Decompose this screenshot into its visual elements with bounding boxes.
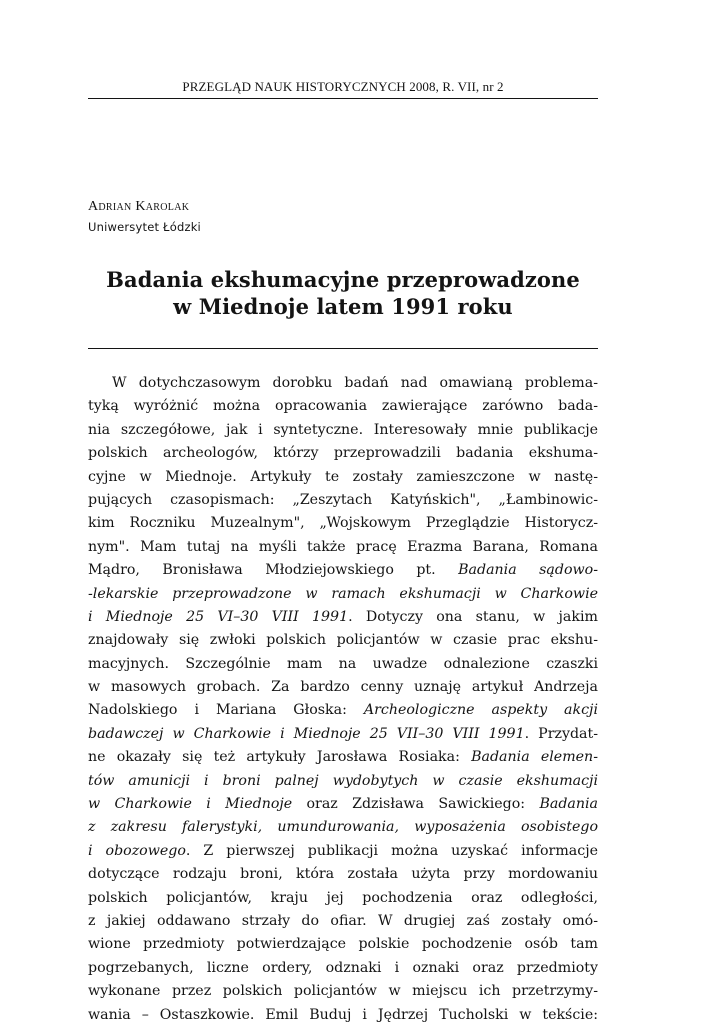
text-span: polskich archeologów, którzy przeprowadzili badania ekshuma- — [88, 445, 598, 462]
text-span: ne okazały się też artykuły Jarosława Rosiaka: — [88, 749, 472, 766]
text-line — [88, 746, 598, 769]
text-line — [88, 489, 598, 512]
text-line — [88, 676, 598, 699]
body-paragraph — [88, 372, 598, 1027]
text-line — [88, 699, 598, 722]
italic-citation: i obozowego — [88, 842, 186, 859]
text-span: pogrzebanych, liczne ordery, odznaki i oznaki oraz przedmioty — [88, 959, 598, 976]
text-line — [88, 957, 598, 980]
text-line — [88, 933, 598, 956]
text-span: pujących czasopismach: „Zeszytach Katyńskich", „Łambinowic- — [88, 491, 598, 508]
text-line — [88, 395, 598, 418]
text-line — [88, 559, 598, 582]
text-span: . Dotyczy ona stanu, w jakim — [348, 608, 598, 625]
text-span: wania – Ostaszkowie. Emil Buduj i Jędrzej Tucholski w tekście: — [88, 1006, 598, 1023]
text-line — [88, 466, 598, 489]
text-span: oraz Zdzisława Sawickiego: — [292, 796, 540, 813]
text-line — [88, 629, 598, 652]
italic-citation: z zakresu falerystyki, umundurowania, wyposażenia osobistego — [88, 819, 598, 836]
title-line-2: w Miednoje latem 1991 roku — [173, 294, 513, 319]
text-span: tyką wyróżnić można opracowania zawierające zarówno bada- — [88, 398, 598, 415]
text-span: wione przedmioty potwierdzające polskie pochodzenie osób tam — [88, 936, 598, 953]
text-line — [88, 840, 598, 863]
text-span: polskich policjantów, kraju jej pochodzenia oraz odległości, — [88, 889, 598, 906]
italic-citation: Badania sądowo- — [458, 562, 598, 579]
italic-citation: -lekarskie przeprowadzone w ramach ekshumacji w Charkowie — [88, 585, 598, 602]
text-span: macyjnych. Szczególnie mam na uwadze odnalezione czaszki — [88, 655, 598, 672]
article-title — [88, 266, 598, 320]
text-span: cyjne w Miednoje. Artykuły te zostały zamieszczone w nastę- — [88, 468, 598, 485]
author-name: Adrian Karolak — [88, 199, 190, 214]
text-line — [88, 910, 598, 933]
text-span: Mądro, Bronisława Młodziejowskiego pt. — [88, 562, 459, 579]
text-line — [88, 1004, 598, 1027]
text-line — [88, 980, 598, 1003]
italic-citation: Badania — [539, 796, 598, 813]
text-span: . Przydat- — [524, 725, 598, 742]
text-span: Nadolskiego i Mariana Głoska: — [88, 702, 364, 719]
italic-citation: w Charkowie i Miednoje — [88, 796, 293, 813]
text-span: kim Roczniku Muzealnym", „Wojskowym Przeglądzie Historycz- — [88, 515, 598, 532]
text-span: . Z pierwszej publikacji można uzyskać informacje — [185, 842, 598, 859]
text-line — [88, 606, 598, 629]
running-head: PRZEGLĄD NAUK HISTORYCZNYCH 2008, R. VII, nr 2 — [182, 79, 504, 94]
italic-citation: badawczej w Charkowie i Miednoje 25 VII–30 VIII 1991 — [88, 725, 525, 742]
text-span: nym". Mam tutaj na myśli także pracę Erazma Barana, Romana — [88, 538, 598, 555]
author-affiliation: Uniwersytet Łódzki — [88, 220, 201, 234]
text-line — [88, 442, 598, 465]
text-span: nia szczegółowe, jak i syntetyczne. Interesowały mnie publikacje — [88, 421, 598, 438]
text-span: wykonane przez polskich policjantów w miejscu ich przetrzymy- — [88, 983, 598, 1000]
text-line — [88, 512, 598, 535]
text-line — [88, 887, 598, 910]
text-line — [88, 770, 598, 793]
italic-citation: tów amunicji i broni palnej wydobytych w czasie ekshumacji — [88, 772, 598, 789]
text-line — [88, 372, 598, 395]
text-line — [88, 816, 598, 839]
italic-citation: Badania elemen- — [471, 749, 598, 766]
text-span: w masowych grobach. Za bardzo cenny uznaję artykuł Andrzeja — [88, 679, 598, 696]
text-line — [88, 863, 598, 886]
text-line — [88, 723, 598, 746]
text-line — [88, 793, 598, 816]
text-span: znajdowały się zwłoki polskich policjantów w czasie prac ekshu- — [88, 632, 598, 649]
italic-citation: i Miednoje 25 VI–30 VIII 1991 — [88, 608, 349, 625]
text-span: dotyczące rodzaju broni, która została użyta przy mordowaniu — [88, 866, 598, 883]
header-rule — [88, 98, 598, 99]
title-line-1: Badania ekshumacyjne przeprowadzone — [106, 267, 580, 292]
text-span: W dotychczasowym dorobku badań nad omawianą problema- — [112, 375, 598, 391]
text-span: z jakiej oddawano strzały do ofiar. W drugiej zaś zostały omó- — [88, 912, 598, 929]
text-line — [88, 583, 598, 606]
title-rule — [88, 348, 598, 349]
text-line — [88, 536, 598, 559]
text-line — [88, 653, 598, 676]
text-line — [88, 419, 598, 442]
italic-citation: Archeologiczne aspekty akcji — [363, 702, 598, 719]
